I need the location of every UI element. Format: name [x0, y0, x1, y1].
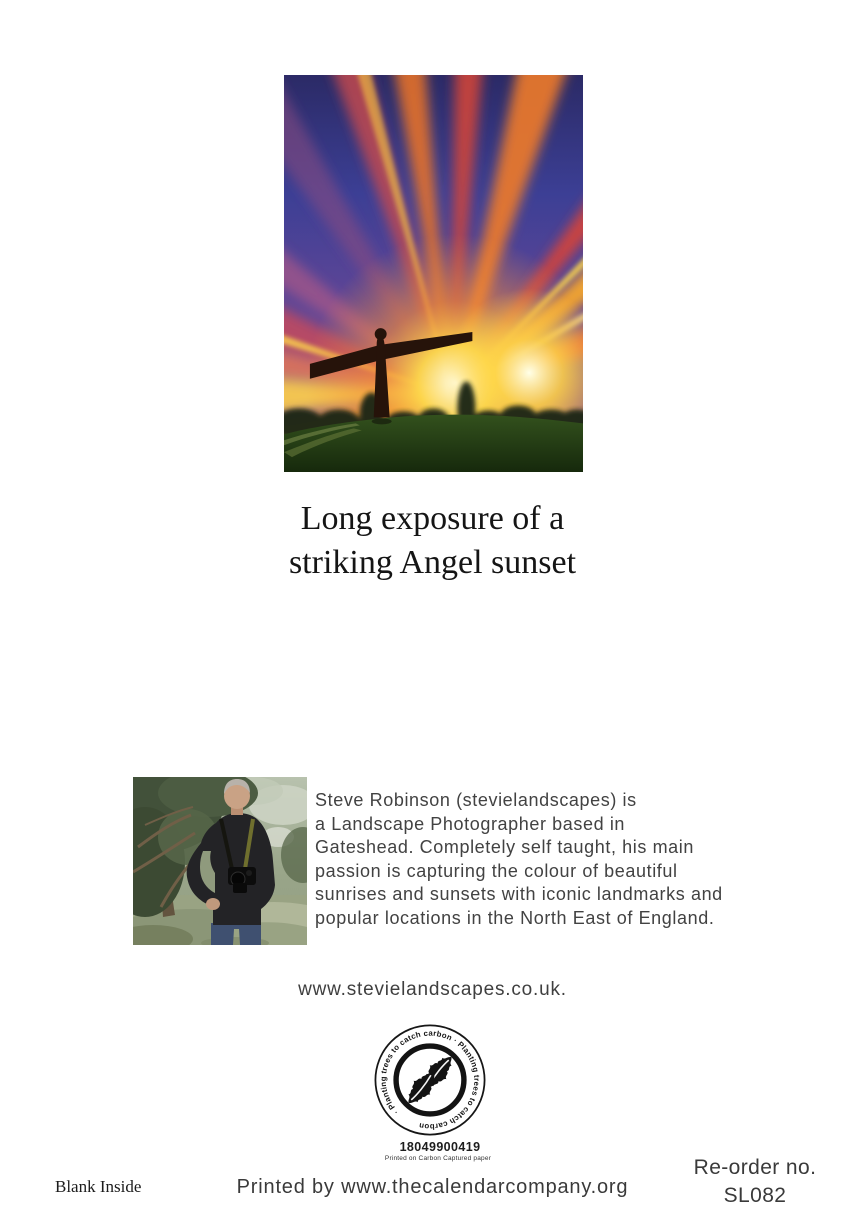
footer-blank-inside: Blank Inside	[55, 1177, 142, 1196]
sunset-photo	[284, 75, 583, 472]
sunset-photo-illustration	[284, 75, 583, 472]
bio-line: sunrises and sunsets with iconic landmarks and	[315, 884, 723, 904]
carbon-capture-number: 18049900419	[399, 1140, 481, 1154]
photo-title	[0, 497, 865, 585]
website-url: www.stevielandscapes.co.uk.	[298, 979, 567, 1000]
carbon-capture-stamp-icon	[371, 1021, 489, 1139]
footer-reorder	[672, 1154, 838, 1210]
oak-leaves-icon	[401, 1050, 460, 1110]
bio-line: passion is capturing the colour of beautiful	[315, 860, 678, 881]
photographer-photo	[133, 777, 307, 945]
carbon-capture-logo	[371, 1021, 489, 1139]
photo-title-line1: Long exposure of a	[300, 500, 565, 537]
reorder-label: Re-order no.	[693, 1156, 817, 1179]
reorder-code: SL082	[723, 1184, 787, 1207]
hand	[206, 898, 220, 910]
bio-line: a Landscape Photographer based in	[315, 813, 626, 834]
bio-line: popular locations in the North East of England.	[315, 907, 715, 928]
photographer-portrait-illustration	[133, 777, 307, 945]
footer-printed-by: Printed by www.thecalendarcompany.org	[236, 1176, 629, 1198]
photo-title-line2: striking Angel sunset	[288, 544, 577, 581]
photographer-bio	[315, 789, 755, 930]
bio-line: Gateshead. Completely self taught, his main	[315, 837, 694, 857]
bio-line: Steve Robinson (stevielandscapes) is	[315, 790, 637, 810]
carbon-capture-caption: Printed on Carbon Captured paper	[384, 1155, 492, 1162]
logo-ring-text: · Planting trees to catch carbon · Planting trees to catch carbon	[378, 1028, 482, 1132]
